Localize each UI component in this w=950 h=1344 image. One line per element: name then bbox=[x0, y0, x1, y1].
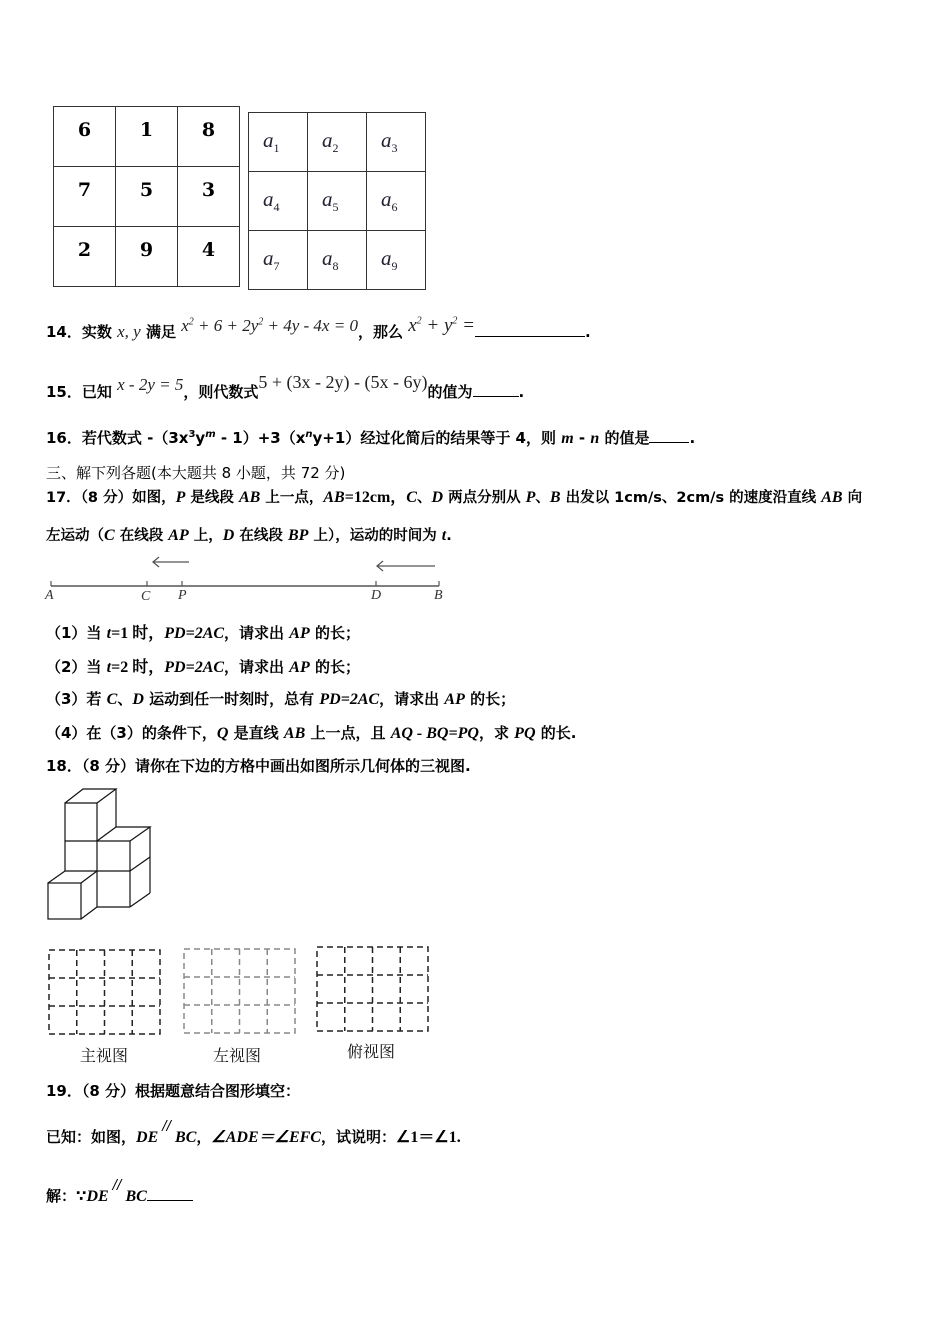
magic-cell: 4 bbox=[178, 227, 240, 287]
q15-text: 的值为 bbox=[427, 383, 473, 401]
variable-cell: $a_5$ bbox=[308, 172, 367, 231]
q19-solution: 解：∵DE//BC bbox=[46, 1186, 193, 1208]
q14-expression: $x^2 + y^2$ = bbox=[408, 315, 475, 336]
q14-text: ，那么 bbox=[357, 323, 403, 341]
q15-expression: 5 + (3x - 2y) - (5x - 6y) bbox=[258, 372, 428, 392]
question-16: 16．若代数式 $-(3x^3y^m - 1)+3(x^ny+1)$经过化简后的结果等于 4，则 m - n 的值是 . bbox=[46, 429, 696, 447]
point-label-A: A bbox=[45, 588, 54, 603]
left-view-label: 左视图 bbox=[213, 1046, 262, 1065]
period: . bbox=[584, 323, 591, 341]
magic-cell: 6 bbox=[54, 107, 116, 167]
magic-cell: 1 bbox=[116, 107, 178, 167]
magic-cell: 7 bbox=[54, 167, 116, 227]
magic-cell: 9 bbox=[116, 227, 178, 287]
question-14 bbox=[46, 315, 591, 342]
question-17-line1: 17．（8 分）如图，P 是线段 AB 上一点，AB=12cm，C、D 两点分别从 P、B 出发以 1cm/s、2cm/s 的速度沿直线 AB 向 bbox=[46, 489, 863, 506]
variable-cell: $a_3$ bbox=[367, 113, 426, 172]
question-15 bbox=[46, 372, 525, 402]
q14-equation: $x^2 + 6 + 2y^2 + 4y - 4x = 0$ bbox=[181, 316, 358, 335]
left-view-grid[interactable] bbox=[183, 948, 297, 1036]
q14-vars: x, y bbox=[117, 322, 141, 341]
parallel-symbol: // bbox=[162, 1119, 172, 1134]
q15-text: 已知 bbox=[81, 383, 112, 401]
point-label-P: P bbox=[178, 588, 187, 603]
front-view-grid[interactable] bbox=[48, 949, 162, 1037]
q19-given: 已知：如图，DE//BC，∠ADE＝∠EFC，试说明：∠1＝∠1. bbox=[46, 1119, 461, 1146]
cube-stack-figure bbox=[44, 785, 156, 925]
point-label-C: C bbox=[141, 589, 151, 604]
line-segment-figure bbox=[40, 550, 460, 610]
variable-cell: $a_2$ bbox=[308, 113, 367, 172]
point-label-D: D bbox=[371, 588, 382, 603]
variable-square-table bbox=[248, 112, 426, 290]
question-number: 14． bbox=[46, 323, 82, 341]
magic-cell: 5 bbox=[116, 167, 178, 227]
section-heading: 三、解下列各题(本大题共 8 小题，共 72 分) bbox=[46, 464, 346, 482]
parallel-symbol: // bbox=[112, 1178, 122, 1193]
q17-part-3: （3）若 C、D 运动到任一时刻时，总有 PD=2AC，请求出 AP 的长； bbox=[46, 690, 516, 708]
arrow-left-icon bbox=[377, 561, 435, 571]
variable-cell: $a_7$ bbox=[249, 231, 308, 290]
q14-text: 实数 bbox=[81, 323, 112, 341]
point-label-B: B bbox=[434, 588, 443, 603]
q15-text: ，则代数式 bbox=[183, 383, 259, 401]
question-number: 15． bbox=[46, 383, 82, 401]
variable-cell: $a_4$ bbox=[249, 172, 308, 231]
question-19: 19．（8 分）根据题意结合图形填空： bbox=[46, 1082, 301, 1100]
answer-blank[interactable] bbox=[147, 1199, 193, 1201]
question-17-line2: 左运动（C 在线段 AP 上，D 在线段 BP 上），运动的时间为 t. bbox=[46, 527, 452, 544]
q17-part-1: （1）当 t=1 时，PD=2AC，请求出 AP 的长； bbox=[46, 624, 360, 642]
front-view-label: 主视图 bbox=[80, 1046, 129, 1065]
q17-part-4: （4）在（3）的条件下，Q 是直线 AB 上一点，且 AQ - BQ=PQ，求 PQ 的长. bbox=[46, 724, 577, 742]
variable-cell: $a_6$ bbox=[367, 172, 426, 231]
magic-cell: 8 bbox=[178, 107, 240, 167]
q15-condition: x - 2y = 5 bbox=[117, 375, 184, 394]
variable-cell: $a_8$ bbox=[308, 231, 367, 290]
answer-blank[interactable] bbox=[473, 395, 519, 397]
answer-blank[interactable] bbox=[475, 335, 585, 337]
top-view-grid[interactable] bbox=[316, 946, 430, 1034]
answer-blank[interactable] bbox=[649, 441, 689, 443]
variable-cell: $a_1$ bbox=[249, 113, 308, 172]
variable-cell: $a_9$ bbox=[367, 231, 426, 290]
arrow-left-icon bbox=[153, 557, 189, 567]
period: . bbox=[518, 383, 525, 401]
q16-text: 若代数式 -（3x bbox=[81, 429, 189, 447]
magic-cell: 2 bbox=[54, 227, 116, 287]
question-18: 18．（8 分）请你在下边的方格中画出如图所示几何体的三视图. bbox=[46, 757, 471, 775]
magic-cell: 3 bbox=[178, 167, 240, 227]
top-view-label: 俯视图 bbox=[347, 1042, 396, 1061]
q17-part-2: （2）当 t=2 时，PD=2AC，请求出 AP 的长； bbox=[46, 658, 360, 676]
q14-text: 满足 bbox=[145, 323, 176, 341]
magic-square-table bbox=[53, 106, 240, 287]
question-number: 16． bbox=[46, 429, 82, 447]
